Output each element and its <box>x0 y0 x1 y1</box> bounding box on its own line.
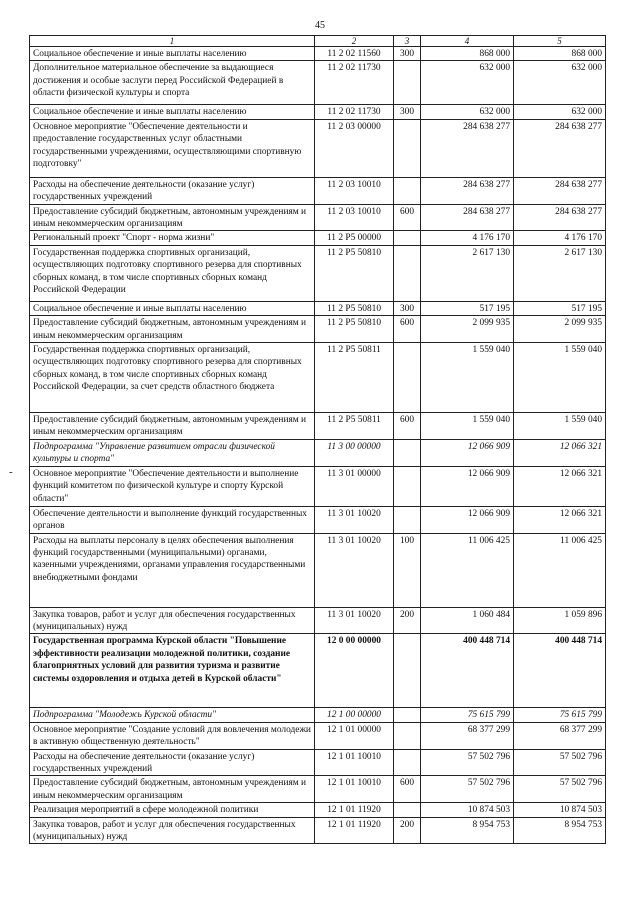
row-amount-col4-cell: 57 502 796 <box>421 749 514 776</box>
row-code-cell: 12 1 01 10010 <box>315 776 394 803</box>
row-amount-col5-cell: 1 059 896 <box>514 607 606 634</box>
row-code-cell: 11 2 P5 50811 <box>315 343 394 413</box>
header-col-4: 4 <box>421 36 514 47</box>
table-row <box>30 301 606 315</box>
row-amount-col4-cell: 12 066 909 <box>421 506 514 533</box>
row-amount-col4-cell: 10 874 503 <box>421 803 514 817</box>
header-col-2: 2 <box>315 36 394 47</box>
row-amount-col5-cell: 632 000 <box>514 105 606 119</box>
row-name-cell: Основное мероприятие "Создание условий для вовлечения молодежи в активную общественную деятельность" <box>30 722 315 749</box>
row-name-cell: Государственная поддержка спортивных организаций, осуществляющих подготовку спортивного резерва для спортивных сборных команд, в том числе спортивных сборных команд Российской Федерации, за счет средств областного бюджета <box>30 343 315 413</box>
row-code-cell: 11 2 03 10010 <box>315 177 394 204</box>
table-row <box>30 204 606 231</box>
row-code-cell: 11 2 03 10010 <box>315 204 394 231</box>
row-amount-col4-cell: 68 377 299 <box>421 722 514 749</box>
table-row <box>30 749 606 776</box>
row-amount-col4-cell: 12 066 909 <box>421 466 514 506</box>
row-amount-col5-cell: 2 617 130 <box>514 245 606 301</box>
row-name-cell: Дополнительное материальное обеспечение за выдающиеся достижения и особые заслуги перед Российской Федерацией в области физической культуры и спорта <box>30 61 315 105</box>
row-name-cell: Предоставление субсидий бюджетным, автономным учреждениям и иным некоммерческим организациям <box>30 413 315 440</box>
row-type-cell: 100 <box>394 533 421 607</box>
table-row <box>30 343 606 413</box>
row-name-cell: Реализация мероприятий в сфере молодежной политики <box>30 803 315 817</box>
row-amount-col4-cell: 517 195 <box>421 301 514 315</box>
row-type-cell <box>394 722 421 749</box>
row-code-cell: 11 3 01 10020 <box>315 607 394 634</box>
row-name-cell: Государственная программа Курской области "Повышение эффективности реализации молодежной политики, создание благоприятных условий для развития туризма и развитие системы оздоровления и отдыха детей в Курской области" <box>30 634 315 708</box>
row-amount-col5-cell: 12 066 321 <box>514 506 606 533</box>
row-code-cell: 11 2 P5 50810 <box>315 316 394 343</box>
table-row <box>30 466 606 506</box>
row-code-cell: 12 1 01 11920 <box>315 803 394 817</box>
table-header-row <box>30 36 606 47</box>
row-amount-col5-cell: 1 559 040 <box>514 343 606 413</box>
row-code-cell: 11 3 01 00000 <box>315 466 394 506</box>
table-row <box>30 817 606 844</box>
budget-table <box>29 35 606 844</box>
row-amount-col4-cell: 400 448 714 <box>421 634 514 708</box>
table-row <box>30 722 606 749</box>
row-code-cell: 11 2 P5 50811 <box>315 413 394 440</box>
row-amount-col4-cell: 632 000 <box>421 105 514 119</box>
row-code-cell: 11 3 01 10020 <box>315 533 394 607</box>
table-row <box>30 803 606 817</box>
row-type-cell <box>394 177 421 204</box>
row-name-cell: Основное мероприятие "Обеспечение деятельности и выполнение функций комитетом по физической культуре и спорту Курской области" <box>30 466 315 506</box>
margin-dash-mark: - <box>9 466 13 478</box>
row-name-cell: Расходы на обеспечение деятельности (оказание услуг) государственных учреждений <box>30 749 315 776</box>
table-row <box>30 439 606 466</box>
row-amount-col5-cell: 400 448 714 <box>514 634 606 708</box>
row-amount-col4-cell: 632 000 <box>421 61 514 105</box>
row-name-cell: Региональный проект "Спорт - норма жизни" <box>30 231 315 245</box>
row-amount-col4-cell: 868 000 <box>421 47 514 61</box>
row-name-cell: Социальное обеспечение и иные выплаты населению <box>30 301 315 315</box>
row-type-cell: 200 <box>394 817 421 844</box>
row-amount-col5-cell: 12 066 321 <box>514 439 606 466</box>
table-row <box>30 177 606 204</box>
row-name-cell: Социальное обеспечение и иные выплаты населению <box>30 105 315 119</box>
table-row <box>30 47 606 61</box>
row-name-cell: Основное мероприятие "Обеспечение деятельности и предоставление государственных услуг областными государственными учреждениями, осуществляющими спортивную подготовку" <box>30 119 315 177</box>
row-amount-col5-cell: 2 099 935 <box>514 316 606 343</box>
table-row <box>30 776 606 803</box>
row-code-cell: 11 3 00 00000 <box>315 439 394 466</box>
row-name-cell: Предоставление субсидий бюджетным, автономным учреждениям и иным некоммерческим организациям <box>30 776 315 803</box>
table-row <box>30 119 606 177</box>
table-row <box>30 607 606 634</box>
row-amount-col5-cell: 11 006 425 <box>514 533 606 607</box>
row-amount-col4-cell: 8 954 753 <box>421 817 514 844</box>
row-type-cell: 600 <box>394 776 421 803</box>
row-amount-col5-cell: 10 874 503 <box>514 803 606 817</box>
row-name-cell: Расходы на выплаты персоналу в целях обеспечения выполнения функций государственными (муниципальными) органами, казенными учреждениями, органами управления государственными внебюджетными фондами <box>30 533 315 607</box>
row-name-cell: Государственная поддержка спортивных организаций, осуществляющих подготовку спортивного резерва для спортивных сборных команд, в том числе спортивных сборных команд Российской Федерации <box>30 245 315 301</box>
table-row <box>30 634 606 708</box>
row-amount-col5-cell: 868 000 <box>514 47 606 61</box>
row-type-cell <box>394 245 421 301</box>
table-row <box>30 533 606 607</box>
table-row <box>30 105 606 119</box>
row-name-cell: Предоставление субсидий бюджетным, автономным учреждениям и иным некоммерческим организациям <box>30 204 315 231</box>
row-name-cell: Закупка товаров, работ и услуг для обеспечения государственных (муниципальных) нужд <box>30 817 315 844</box>
row-type-cell <box>394 119 421 177</box>
row-code-cell: 11 2 02 11730 <box>315 61 394 105</box>
row-amount-col5-cell: 284 638 277 <box>514 204 606 231</box>
row-type-cell: 600 <box>394 413 421 440</box>
row-amount-col4-cell: 75 615 799 <box>421 708 514 722</box>
row-amount-col5-cell: 1 559 040 <box>514 413 606 440</box>
row-amount-col4-cell: 57 502 796 <box>421 776 514 803</box>
header-col-1: 1 <box>30 36 315 47</box>
row-amount-col5-cell: 517 195 <box>514 301 606 315</box>
row-type-cell <box>394 343 421 413</box>
row-amount-col5-cell: 12 066 321 <box>514 466 606 506</box>
row-amount-col4-cell: 1 559 040 <box>421 413 514 440</box>
row-amount-col5-cell: 284 638 277 <box>514 177 606 204</box>
row-amount-col5-cell: 4 176 170 <box>514 231 606 245</box>
row-code-cell: 11 2 02 11560 <box>315 47 394 61</box>
row-name-cell: Расходы на обеспечение деятельности (оказание услуг) государственных учреждений <box>30 177 315 204</box>
row-name-cell: Закупка товаров, работ и услуг для обеспечения государственных (муниципальных) нужд <box>30 607 315 634</box>
row-type-cell <box>394 708 421 722</box>
row-code-cell: 11 2 P5 50810 <box>315 301 394 315</box>
header-col-5: 5 <box>514 36 606 47</box>
table-row <box>30 413 606 440</box>
row-amount-col5-cell: 68 377 299 <box>514 722 606 749</box>
row-amount-col5-cell: 284 638 277 <box>514 119 606 177</box>
row-amount-col4-cell: 1 559 040 <box>421 343 514 413</box>
row-type-cell <box>394 634 421 708</box>
row-type-cell <box>394 466 421 506</box>
row-code-cell: 12 0 00 00000 <box>315 634 394 708</box>
row-amount-col5-cell: 75 615 799 <box>514 708 606 722</box>
row-type-cell <box>394 803 421 817</box>
row-name-cell: Социальное обеспечение и иные выплаты населению <box>30 47 315 61</box>
row-amount-col4-cell: 2 617 130 <box>421 245 514 301</box>
row-type-cell: 600 <box>394 204 421 231</box>
header-col-3: 3 <box>394 36 421 47</box>
row-amount-col4-cell: 11 006 425 <box>421 533 514 607</box>
row-amount-col5-cell: 57 502 796 <box>514 749 606 776</box>
row-code-cell: 12 1 01 00000 <box>315 722 394 749</box>
row-code-cell: 12 1 01 11920 <box>315 817 394 844</box>
table-row <box>30 708 606 722</box>
table-row <box>30 506 606 533</box>
row-amount-col4-cell: 2 099 935 <box>421 316 514 343</box>
table-row <box>30 61 606 105</box>
row-code-cell: 11 3 01 10020 <box>315 506 394 533</box>
row-amount-col4-cell: 4 176 170 <box>421 231 514 245</box>
row-amount-col5-cell: 632 000 <box>514 61 606 105</box>
row-amount-col4-cell: 284 638 277 <box>421 204 514 231</box>
row-type-cell: 200 <box>394 607 421 634</box>
row-code-cell: 12 1 01 10010 <box>315 749 394 776</box>
row-name-cell: Обеспечение деятельности и выполнение функций государственных органов <box>30 506 315 533</box>
row-type-cell: 600 <box>394 316 421 343</box>
row-amount-col4-cell: 284 638 277 <box>421 119 514 177</box>
row-code-cell: 11 2 P5 00000 <box>315 231 394 245</box>
row-code-cell: 11 2 P5 50810 <box>315 245 394 301</box>
row-name-cell: Подпрограмма "Управление развитием отрасли физической культуры и спорта" <box>30 439 315 466</box>
page-number: 45 <box>315 20 325 31</box>
row-amount-col4-cell: 1 060 484 <box>421 607 514 634</box>
row-name-cell: Предоставление субсидий бюджетным, автономным учреждениям и иным некоммерческим организациям <box>30 316 315 343</box>
table-row <box>30 245 606 301</box>
row-type-cell <box>394 61 421 105</box>
row-amount-col4-cell: 284 638 277 <box>421 177 514 204</box>
row-type-cell <box>394 231 421 245</box>
row-type-cell: 300 <box>394 301 421 315</box>
row-amount-col4-cell: 12 066 909 <box>421 439 514 466</box>
row-code-cell: 11 2 02 11730 <box>315 105 394 119</box>
row-amount-col5-cell: 8 954 753 <box>514 817 606 844</box>
row-type-cell <box>394 439 421 466</box>
row-code-cell: 11 2 03 00000 <box>315 119 394 177</box>
row-code-cell: 12 1 00 00000 <box>315 708 394 722</box>
row-name-cell: Подпрограмма "Молодежь Курской области" <box>30 708 315 722</box>
row-type-cell: 300 <box>394 47 421 61</box>
row-type-cell <box>394 749 421 776</box>
table-row <box>30 231 606 245</box>
row-type-cell: 300 <box>394 105 421 119</box>
table-row <box>30 316 606 343</box>
row-type-cell <box>394 506 421 533</box>
row-amount-col5-cell: 57 502 796 <box>514 776 606 803</box>
